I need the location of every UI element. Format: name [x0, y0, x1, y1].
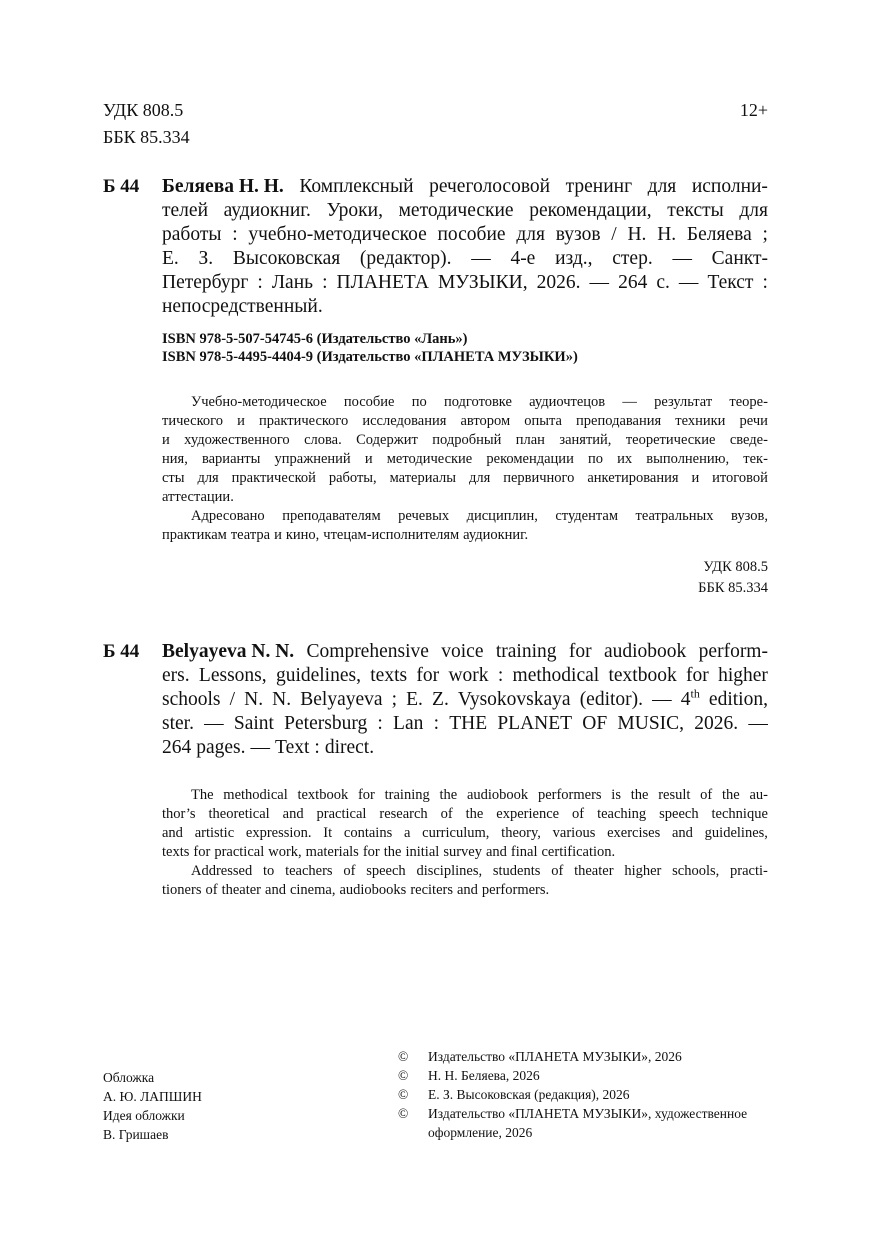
text-word: : [497, 665, 504, 686]
en-entry-word: perform- [698, 641, 768, 662]
isbn-lan: ISBN 978-5-507-54745-6 (Издательство «Лань») [162, 331, 468, 347]
text-word: и [274, 527, 282, 543]
text-word: guidelines, [704, 825, 768, 841]
text-word: пособие [437, 224, 506, 245]
ru-entry-line-0 [162, 175, 768, 199]
ru-entry-line-3 [162, 247, 768, 271]
text-word: преподавателям [282, 508, 381, 524]
text-word: методические [398, 200, 514, 221]
text-word: pages. [196, 737, 246, 758]
en-entry-word: / [229, 689, 236, 710]
text-word: изд., [555, 248, 593, 269]
classification-block [600, 557, 768, 599]
text-word: Содержит [356, 432, 418, 448]
text-word: и [162, 432, 170, 448]
en-entry-edition [681, 688, 700, 712]
copyright-row [398, 1066, 747, 1085]
text-word: художественного [184, 432, 290, 448]
en-entry-word: — [652, 689, 672, 710]
en-entry-word: training [495, 641, 557, 662]
text-word: 2026. [694, 713, 739, 734]
en-abstract [162, 786, 768, 900]
text-word: performers. [481, 882, 550, 898]
en-entry-word: schools [162, 689, 221, 710]
en-abstract-line [162, 805, 768, 824]
ru-abstract-line [162, 450, 768, 469]
text-word: МУЗЫКИ, [437, 272, 528, 293]
text-word: : [257, 272, 263, 293]
text-word: practi- [730, 863, 768, 879]
en-entry-line-3 [162, 712, 768, 736]
text-word: and [456, 882, 478, 898]
text-word: texts [162, 844, 190, 860]
text-word: по [411, 394, 427, 410]
text-word: for [193, 844, 211, 860]
en-entry-word: edition, [708, 689, 768, 710]
text-word: students [492, 863, 541, 879]
text-word: final [510, 844, 538, 860]
en-entry-word: Comprehensive [306, 641, 429, 662]
text-word: schools, [672, 863, 720, 879]
copyright-row [398, 1085, 747, 1104]
text-word: OF [582, 713, 608, 734]
text-word: автором [460, 413, 511, 429]
copyright-icon: © [398, 1068, 409, 1083]
text-word: по [587, 451, 603, 467]
text-word: : [377, 713, 383, 734]
ru-abstract-line [162, 412, 768, 431]
text-word: для [739, 200, 768, 221]
text-word: и [691, 470, 700, 486]
text-word: результат [654, 394, 713, 410]
text-word: ния, [162, 451, 188, 467]
text-word: Saint [233, 713, 274, 734]
copyright-icon: © [398, 1087, 409, 1102]
text-word: The [191, 787, 214, 803]
text-word: THE [449, 713, 488, 734]
text-word: Lessons, [198, 665, 267, 686]
text-word: and [671, 825, 693, 841]
text-word: рекомендации [486, 451, 574, 467]
classification-bbk: ББК 85.334 [698, 580, 768, 596]
ru-entry-line-5 [162, 295, 768, 319]
en-entry-word: voice [441, 641, 484, 662]
text-word: : [762, 272, 768, 293]
text-word: to [263, 863, 275, 879]
text-word: experience [496, 806, 560, 822]
text-word: of [700, 787, 713, 803]
text-word: вузов, [731, 508, 768, 524]
text-word: театра [230, 527, 271, 543]
text-word: of [440, 806, 453, 822]
text-word: texts [370, 665, 408, 686]
text-word: и [237, 413, 245, 429]
text-word: аудиочтецов [529, 394, 606, 410]
text-word: аудиокниг. [223, 200, 311, 221]
text-word: theoretical [208, 806, 270, 822]
ru-abstract-line [162, 507, 768, 526]
text-word: — [250, 737, 271, 758]
en-entry-word: for [568, 641, 592, 662]
en-abstract-line [162, 786, 768, 805]
cover-label: Обложка [103, 1070, 155, 1085]
ru-abstract-line [162, 431, 768, 450]
ru-entry-author: Беляева Н. Н. [162, 176, 284, 197]
text-word: direct. [324, 737, 375, 758]
text-word: and [282, 806, 304, 822]
en-entry [162, 640, 768, 760]
text-word: textbook [608, 665, 677, 686]
ru-entry-line-1 [162, 199, 768, 223]
text-word: higher [624, 863, 662, 879]
text-word: of [343, 863, 356, 879]
text-word: — [204, 713, 224, 734]
isbn-planeta: ISBN 978-5-4495-4404-9 (Издательство «ПЛАНЕТА МУЗЫКИ») [162, 349, 578, 365]
ru-entry-code: Б 44 [103, 176, 140, 197]
text-word: cinema, [289, 882, 336, 898]
text-word: Е. [162, 248, 179, 269]
text-word: thor’s [162, 806, 196, 822]
text-word: техники [675, 413, 726, 429]
text-word: рекомендации, [529, 200, 652, 221]
text-word: for [416, 665, 440, 686]
copyright-text: оформление, 2026 [428, 1125, 533, 1140]
text-word: анкетирования [587, 470, 679, 486]
text-word: план [515, 432, 545, 448]
text-word: methodical [512, 665, 600, 686]
text-word: Н. [627, 224, 647, 245]
ru-entry-word: речеголосовой [429, 176, 551, 197]
text-word: преподавания [576, 413, 662, 429]
en-entry-line-0 [162, 640, 768, 664]
text-word: работы [162, 224, 222, 245]
ru-abstract-line [162, 488, 768, 507]
text-word: — [678, 272, 699, 293]
text-word: теоре- [729, 394, 768, 410]
text-word: — [622, 394, 637, 410]
text-word: для [197, 470, 219, 486]
text-word: варианты [201, 451, 261, 467]
text-word: с. [656, 272, 670, 293]
text-word: exercises [607, 825, 661, 841]
text-word: упражнений [274, 451, 351, 467]
text-word: для [516, 224, 545, 245]
text-word: Лань [271, 272, 314, 293]
text-word: для [468, 470, 491, 486]
text-word: 2026. [536, 272, 581, 293]
text-word: training [384, 787, 430, 803]
text-word: textbook [297, 787, 349, 803]
copyright-block [398, 1047, 747, 1142]
header-classification [103, 97, 190, 151]
text-word: audiobook [466, 787, 529, 803]
age-rating: 12+ [739, 100, 768, 120]
ru-entry-line-4 [162, 271, 768, 295]
text-word: практической [231, 470, 316, 486]
classification-udk: УДК 808.5 [703, 559, 768, 575]
text-word: a [403, 825, 411, 841]
text-word: — [589, 272, 610, 293]
cover-designer: А. Ю. ЛАПШИН [103, 1089, 202, 1104]
en-entry-word: ; [391, 689, 398, 710]
text-word: аттестации. [162, 489, 234, 505]
text-word: theater [221, 882, 262, 898]
en-entry-word: N. [272, 689, 292, 710]
text-word: теоретические [625, 432, 716, 448]
text-word: 4-е [510, 248, 536, 269]
text-word: the [439, 787, 458, 803]
text-word: (редактор). [359, 248, 452, 269]
text-word: Учебно-методическое [191, 394, 327, 410]
text-word: З. [198, 248, 214, 269]
text-word: занятий, [559, 432, 612, 448]
text-word: : [232, 224, 238, 245]
copyright-row [398, 1047, 747, 1066]
text-word: работы, [328, 470, 377, 486]
text-word: for [357, 787, 375, 803]
text-word: дисциплин, [466, 508, 538, 524]
text-word: theater [574, 863, 614, 879]
text-word: тексты [667, 200, 724, 221]
text-word: Адресовано [191, 508, 265, 524]
en-entry-word: (editor). [579, 689, 644, 710]
text-word: PLANET [497, 713, 573, 734]
text-word: for [686, 665, 709, 686]
copyright-text: Издательство «ПЛАНЕТА МУЗЫКИ», 2026 [428, 1049, 682, 1064]
text-word: итоговой [712, 470, 768, 486]
en-abstract-line [162, 881, 768, 900]
text-word: teachers [285, 863, 333, 879]
text-word: MUSIC, [617, 713, 685, 734]
text-word: стер. [612, 248, 653, 269]
text-word: подробный [432, 432, 502, 448]
text-word: materials [305, 844, 359, 860]
en-entry-word: Z. [432, 689, 449, 710]
copyright-row [398, 1104, 747, 1123]
text-word: of [551, 863, 564, 879]
text-word: Lan [393, 713, 424, 734]
copyright-text: Издательство «ПЛАНЕТА МУЗЫКИ», художественное [428, 1106, 748, 1121]
cover-idea-author: В. Гришаев [103, 1127, 169, 1142]
credits-block [103, 1068, 202, 1144]
text-word: Petersburg [284, 713, 368, 734]
ru-abstract-line [162, 526, 768, 545]
text-word: опыта [524, 413, 562, 429]
en-entry-word: audiobook [603, 641, 687, 662]
text-word: ster. [162, 713, 194, 734]
text-word: and [485, 844, 507, 860]
text-word: au- [749, 787, 768, 803]
text-word: the [465, 806, 484, 822]
text-word: сведе- [729, 432, 768, 448]
en-abstract-line [162, 843, 768, 862]
text-word: practical [316, 806, 367, 822]
text-word: тек- [743, 451, 768, 467]
text-word: of [205, 882, 218, 898]
text-word: the [722, 787, 740, 803]
text-word: речи [739, 413, 768, 429]
text-word: исследования [362, 413, 447, 429]
text-word: 264 [162, 737, 192, 758]
copyright-text: Е. З. Высоковская (редакция), 2026 [428, 1087, 630, 1102]
text-word: ПЛАНЕТА [336, 272, 429, 293]
text-word: speech [366, 863, 406, 879]
ru-abstract-line [162, 469, 768, 488]
text-word: выполнению, [646, 451, 730, 467]
en-entry-code: Б 44 [103, 641, 140, 662]
copyright-text: Н. Н. Беляева, 2026 [428, 1068, 540, 1083]
text-word: речевых [398, 508, 450, 524]
text-word: практикам [162, 527, 227, 543]
en-entry-word: Belyayeva [300, 689, 383, 710]
text-word: of [572, 806, 585, 822]
text-word: 264 [618, 272, 648, 293]
ru-entry-word: для [647, 176, 677, 197]
text-word: certification. [541, 844, 616, 860]
text-word: Санкт- [711, 248, 768, 269]
en-entry-author: Belyayeva N. N. [162, 641, 295, 662]
text-word: тического [162, 413, 224, 429]
text-word: практического [258, 413, 349, 429]
text-word: ; [762, 224, 768, 245]
text-word: : [322, 272, 328, 293]
text-word: higher [718, 665, 768, 686]
text-word: студентам [555, 508, 618, 524]
text-word: artistic [194, 825, 235, 841]
text-word: technique [711, 806, 768, 822]
edition-suffix: th [690, 686, 700, 701]
text-word: contains [343, 825, 393, 841]
ru-abstract-line [162, 393, 768, 412]
ru-abstract [162, 393, 768, 545]
text-word: кино, [285, 527, 320, 543]
text-word: их [617, 451, 633, 467]
text-word: подготовке [443, 394, 512, 410]
text-word: чтецам-исполнителям [323, 527, 460, 543]
text-word: Addressed [191, 863, 253, 879]
text-word: tioners [162, 882, 202, 898]
text-word: reciters [410, 882, 453, 898]
ru-entry-word: тренинг [565, 176, 633, 197]
text-word: result [658, 787, 691, 803]
text-word: первичного [503, 470, 575, 486]
text-word: аудиокниг. [463, 527, 529, 543]
ru-entry-word: исполни- [691, 176, 768, 197]
text-word: is [611, 787, 621, 803]
ru-entry-line-2 [162, 223, 768, 247]
text-word: performers [537, 787, 602, 803]
en-entry-word: N. [244, 689, 264, 710]
text-word: guidelines, [275, 665, 361, 686]
text-word: методические [386, 451, 473, 467]
header-bbk: ББК 85.334 [103, 127, 190, 147]
text-word: Text [275, 737, 310, 758]
text-word: вузов [555, 224, 601, 245]
text-word: for [362, 844, 380, 860]
text-word: and [162, 825, 183, 841]
text-word: It [323, 825, 333, 841]
ru-entry [162, 175, 768, 319]
text-word: methodical [223, 787, 288, 803]
text-word: survey [443, 844, 482, 860]
text-word: слова. [304, 432, 342, 448]
text-word: Текст [707, 272, 754, 293]
text-word: телей [162, 200, 208, 221]
en-entry-line-4 [162, 736, 768, 760]
text-word: Беляева [686, 224, 752, 245]
text-word: and [265, 882, 286, 898]
text-word: theory, [501, 825, 541, 841]
isbn-block [162, 330, 578, 366]
text-word: expression. [245, 825, 312, 841]
text-word: research [379, 806, 428, 822]
text-word: — [672, 248, 692, 269]
copyright-icon: © [398, 1049, 409, 1064]
en-entry-word: E. [406, 689, 423, 710]
text-word: audiobooks [339, 882, 407, 898]
text-word: ers. [162, 665, 190, 686]
text-word: Высоковская [232, 248, 341, 269]
text-word: Н. [657, 224, 677, 245]
text-word: и [364, 451, 373, 467]
text-word: : [314, 737, 320, 758]
copyright-icon: © [398, 1106, 409, 1121]
en-abstract-line [162, 824, 768, 843]
en-abstract-line [162, 862, 768, 881]
text-word: work [448, 665, 489, 686]
text-word: work, [268, 844, 302, 860]
text-word: учебно-методическое [248, 224, 427, 245]
text-word: сты [162, 470, 185, 486]
en-entry-line-1 [162, 664, 768, 688]
text-word: practical [214, 844, 265, 860]
text-word: непосредственный. [162, 296, 323, 317]
cover-idea-label: Идея обложки [103, 1108, 185, 1123]
en-entry-word: Vysokovskaya [457, 689, 571, 710]
text-word: the [630, 787, 649, 803]
text-word: пособие [343, 394, 395, 410]
edition-number: 4 [680, 689, 691, 710]
text-word: театральных [635, 508, 714, 524]
text-word: initial [405, 844, 440, 860]
text-word: — [471, 248, 491, 269]
text-word: the [383, 844, 402, 860]
header-udk: УДК 808.5 [103, 100, 184, 120]
text-word: Уроки, [326, 200, 383, 221]
copyright-row [398, 1123, 747, 1142]
text-word: curriculum, [422, 825, 490, 841]
text-word: — [748, 713, 768, 734]
text-word: various [552, 825, 596, 841]
text-word: материалы [389, 470, 457, 486]
text-word: speech [659, 806, 699, 822]
text-word: disciplines, [416, 863, 483, 879]
text-word: Петербург [162, 272, 249, 293]
text-word: teaching [597, 806, 647, 822]
text-word: : [433, 713, 439, 734]
en-entry-line-2 [162, 688, 768, 712]
text-word: / [611, 224, 617, 245]
ru-entry-word: Комплексный [299, 176, 414, 197]
